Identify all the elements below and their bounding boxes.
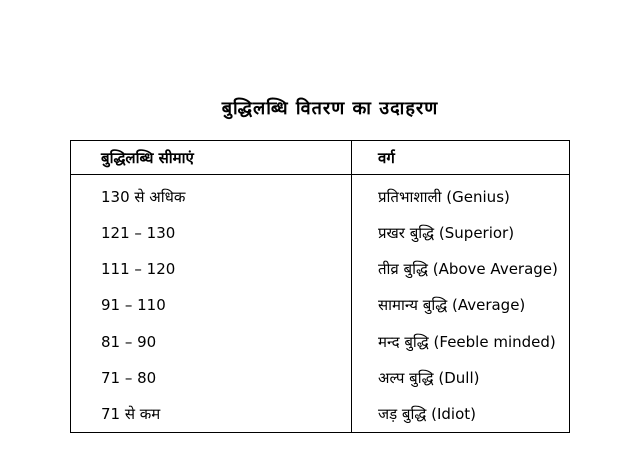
header-iq-range: बुद्धिलब्धि सीमाएं [71, 141, 352, 175]
category-cell: अल्प बुद्धि (Dull) [378, 368, 480, 387]
iq-distribution-table [70, 140, 570, 433]
iq-range-cell: 71 से कम [71, 396, 352, 433]
table-row [71, 396, 570, 433]
iq-range-cell: 81 – 90 [71, 324, 352, 360]
category-cell: मन्द बुद्धि (Feeble minded) [378, 332, 556, 351]
table-row [71, 360, 570, 396]
iq-range-cell: 71 – 80 [71, 360, 352, 396]
category-cell: प्रतिभाशाली (Genius) [378, 188, 510, 207]
table-row [71, 175, 570, 216]
table-header [71, 141, 570, 175]
category-cell: जड़ बुद्धि (Idiot) [378, 404, 477, 423]
table-row [71, 324, 570, 360]
document-title: बुद्धिलब्धि वितरण का उदाहरण [221, 98, 439, 119]
header-category: वर्ग [352, 141, 570, 175]
iq-range-cell: 111 – 120 [71, 251, 352, 287]
iq-range-cell: 91 – 110 [71, 287, 352, 323]
table-row [71, 251, 570, 287]
category-cell: प्रखर बुद्धि (Superior) [378, 224, 515, 243]
category-cell: तीव्र बुद्धि (Above Average) [378, 260, 558, 279]
iq-range-cell: 121 – 130 [71, 215, 352, 251]
table-body [71, 175, 570, 433]
category-cell: सामान्य बुद्धि (Average) [378, 296, 526, 315]
iq-range-cell: 130 से अधिक [71, 175, 352, 216]
table-row [71, 215, 570, 251]
table-row [71, 287, 570, 323]
header-row [71, 141, 570, 175]
